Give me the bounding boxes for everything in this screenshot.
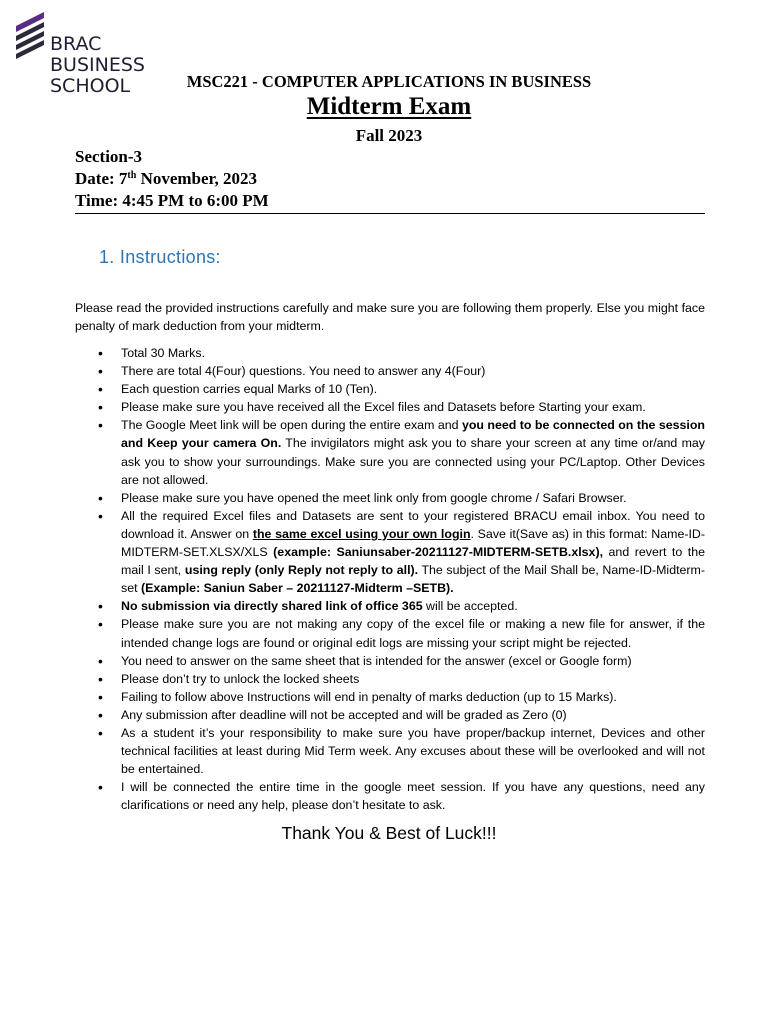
list-item: • Please make sure you have received all the Excel files and Datasets before Starting your exam. xyxy=(75,398,705,416)
list-item: • There are total 4(Four) questions. You need to answer any 4(Four) xyxy=(75,362,705,380)
instructions-list xyxy=(75,344,705,814)
list-item: • I will be connected the entire time in the google meet session. If you have any questions, need any clarifications or need any help, please don’t hesitate to ask. xyxy=(75,778,705,814)
list-item: • Total 30 Marks. xyxy=(75,344,705,362)
list-item: • Each question carries equal Marks of 10 (Ten). xyxy=(75,380,705,398)
list-item: • As a student it’s your responsibility to make sure you have proper/backup internet, Devices and other technical facilities at least during Mid Term week. Any excuses about these will be overlooked and will not be entertained. xyxy=(75,724,705,778)
course-title: MSC221 - COMPUTER APPLICATIONS IN BUSINESS xyxy=(186,72,592,91)
list-item: • Please make sure you have opened the meet link only from google chrome / Safari Browser. xyxy=(75,489,705,507)
logo-line-school: SCHOOL xyxy=(50,75,131,97)
list-item-no-office365: • No submission via directly shared link of office 365 will be accepted. xyxy=(75,597,705,615)
list-item: • Failing to follow above Instructions will end in penalty of marks deduction (up to 15 Marks). xyxy=(75,688,705,706)
instructions-intro: Please read the provided instructions carefully and make sure you are following them properly. Else you might face penalty of mark deduction from your midterm. xyxy=(75,301,705,333)
closing-message: Thank You & Best of Luck!!! xyxy=(281,823,497,843)
logo-stripes-icon xyxy=(14,10,50,70)
header-divider xyxy=(75,213,705,214)
exam-term: Fall 2023 xyxy=(355,126,423,145)
exam-date: Date: 7th November, 2023 xyxy=(75,169,258,188)
list-item-file-submission: • All the required Excel files and Datasets are sent to your registered BRACU email inbox. You need to download it. Answer on the same excel using your own login. Save it(Save as) in this format: Name-ID-MIDTERM-SET.XLSX/XLS (example: Saniunsaber-20211127-MIDTERM-SETB.xlsx), and revert to the mail I sent, using reply (only Reply not reply to all). The subject of the Mail Shall be, Name-ID-Midterm-set (Example: Saniun Saber – 20211127-Midterm –SETB). xyxy=(75,507,705,597)
list-item-google-meet: • The Google Meet link will be open during the entire exam and you need to be connected on the session and Keep your camera On. The invigilators might ask you to share your screen at any time or/and may ask you to show your surroundings. Make sure you are connected using your PC/Laptop. Other Devices are not allowed. xyxy=(75,416,705,488)
list-item: • Please make sure you are not making any copy of the excel file or making a new file for answer, if the intended change logs are found or original edit logs are missing your script might be rejected. xyxy=(75,615,705,651)
list-item: • Any submission after deadline will not be accepted and will be graded as Zero (0) xyxy=(75,706,705,724)
logo-line-business: BUSINESS xyxy=(50,54,145,76)
section-label: Section-3 xyxy=(75,147,143,166)
list-item: • Please don’t try to unlock the locked sheets xyxy=(75,670,705,688)
logo-line-brac: BRAC xyxy=(50,33,102,55)
list-item: • You need to answer on the same sheet that is intended for the answer (excel or Google form) xyxy=(75,652,705,670)
exam-time: Time: 4:45 PM to 6:00 PM xyxy=(75,191,269,210)
exam-title: Midterm Exam xyxy=(306,93,472,120)
instructions-heading: 1. Instructions: xyxy=(99,247,221,267)
